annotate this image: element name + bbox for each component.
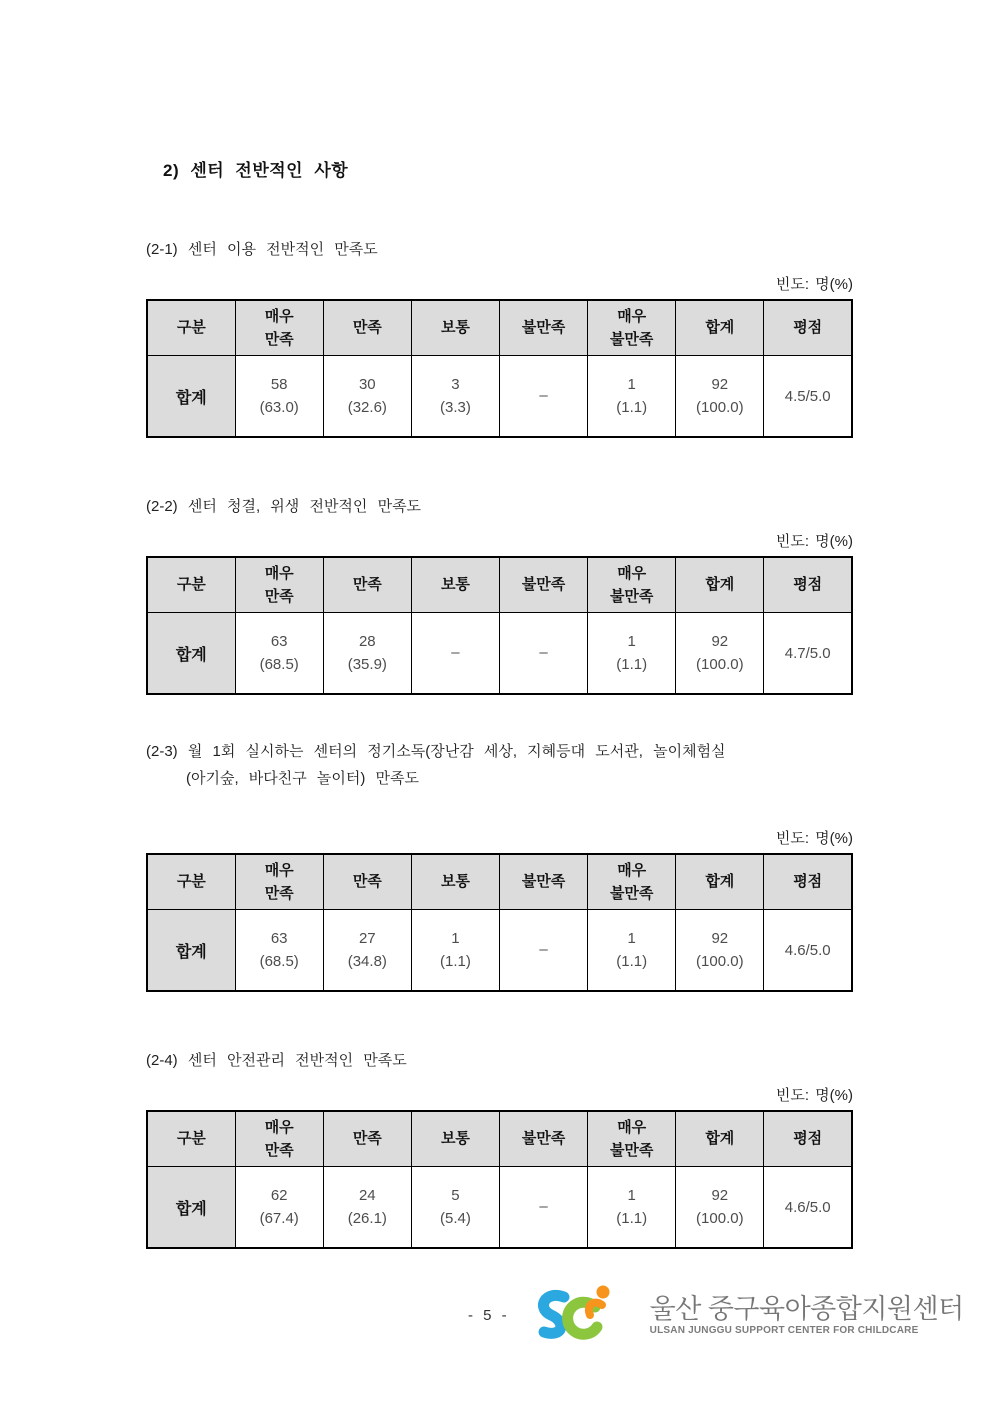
data-cell — [676, 910, 764, 992]
header-line: 매우 — [264, 861, 294, 879]
column-header-gubun — [147, 300, 235, 356]
cell-percent: (100.0) — [696, 953, 744, 970]
column-header-total — [676, 300, 764, 356]
data-cell — [588, 910, 676, 992]
cell-count: – — [451, 644, 460, 662]
section-title: (2-4) 센터 안전관리 전반적인 만족도 — [146, 1052, 407, 1069]
data-cell — [235, 613, 323, 695]
section-title-line2: (아기숲, 바다친구 놀이터) 만족도 — [186, 770, 420, 787]
header-line: 구분 — [176, 873, 206, 891]
column-header-unsatisfied — [500, 557, 588, 613]
cell-percent: (1.1) — [616, 1210, 648, 1227]
data-cell — [235, 356, 323, 438]
column-header-gubun — [147, 854, 235, 910]
header-line: 보통 — [440, 1130, 470, 1148]
column-header-very-satisfied — [235, 854, 323, 910]
column-header-very-unsatisfied — [588, 1111, 676, 1167]
column-header-satisfied — [323, 1111, 411, 1167]
cell-count: 92 — [711, 1186, 729, 1204]
column-header-score — [764, 854, 852, 910]
cell-percent: (1.1) — [440, 953, 471, 970]
cell-count: 5 — [451, 1186, 460, 1204]
table-data-row — [147, 613, 852, 695]
data-cell — [235, 910, 323, 992]
column-header-total — [676, 854, 764, 910]
header-line: 합계 — [705, 873, 735, 891]
header-line: 불만족 — [609, 331, 654, 348]
column-header-neutral — [411, 557, 499, 613]
cell-count: 1 — [627, 375, 636, 393]
center-logo-icon — [528, 1280, 640, 1351]
cell-count: – — [539, 941, 548, 959]
cell-percent: (63.0) — [259, 399, 299, 416]
data-cell — [323, 356, 411, 438]
column-header-satisfied — [323, 854, 411, 910]
column-header-score — [764, 557, 852, 613]
cell-percent: (35.9) — [347, 656, 387, 673]
logo-korean-name: 울산 중구육아종합지원센터 — [649, 1293, 964, 1324]
section-title: (2-1) 센터 이용 전반적인 만족도 — [146, 241, 378, 258]
header-line: 합계 — [705, 1130, 735, 1148]
cell-percent: (67.4) — [259, 1210, 299, 1227]
header-line: 만족 — [352, 1130, 382, 1148]
header-line: 보통 — [440, 319, 470, 337]
header-line: 불만족 — [521, 873, 566, 891]
table-header-row — [147, 854, 852, 910]
section-2-1 — [146, 240, 856, 438]
column-header-very-unsatisfied — [588, 300, 676, 356]
column-header-total — [676, 557, 764, 613]
data-cell — [323, 613, 411, 695]
data-cell — [676, 613, 764, 695]
cell-percent: (1.1) — [616, 953, 648, 970]
header-line: 만족 — [264, 331, 294, 348]
header-line: 구분 — [176, 576, 206, 594]
data-cell — [500, 356, 588, 438]
header-line: 매우 — [264, 564, 294, 582]
freq-label: 빈도: 명(%) — [775, 830, 853, 847]
column-header-neutral — [411, 1111, 499, 1167]
header-line: 만족 — [352, 319, 382, 337]
header-line: 평점 — [793, 873, 823, 891]
data-cell — [235, 1167, 323, 1249]
table-header-row — [147, 300, 852, 356]
column-header-gubun — [147, 1111, 235, 1167]
column-header-score — [764, 300, 852, 356]
column-header-very-unsatisfied — [588, 854, 676, 910]
header-line: 평점 — [793, 319, 823, 337]
cell-count: – — [539, 1198, 548, 1216]
data-cell — [588, 613, 676, 695]
section-2-3 — [146, 742, 856, 992]
data-cell — [500, 910, 588, 992]
header-line: 매우 — [617, 307, 647, 325]
table-data-row — [147, 356, 852, 438]
header-line: 만족 — [264, 588, 294, 605]
cell-percent: (100.0) — [696, 656, 744, 673]
cell-count: 92 — [711, 929, 729, 947]
satisfaction-table-2-4 — [146, 1110, 853, 1249]
header-line: 매우 — [264, 1118, 294, 1136]
section-title: (2-3) 월 1회 실시하는 센터의 정기소독(장난감 세상, 지혜등대 도서관, 놀이체험실 — [146, 743, 726, 760]
column-header-unsatisfied — [500, 854, 588, 910]
cell-count: 62 — [270, 1186, 288, 1204]
data-cell — [676, 1167, 764, 1249]
satisfaction-table-2-2 — [146, 556, 853, 695]
header-line: 합계 — [705, 319, 735, 337]
header-line: 평점 — [793, 576, 823, 594]
column-header-gubun — [147, 557, 235, 613]
cell-count: 28 — [358, 632, 376, 650]
row-label: 합계 — [147, 1167, 235, 1249]
header-line: 불만족 — [609, 588, 654, 605]
cell-count: 92 — [711, 632, 729, 650]
header-line: 불만족 — [609, 885, 654, 902]
cell-percent: (5.4) — [440, 1210, 471, 1227]
table-header-row — [147, 557, 852, 613]
data-cell — [411, 910, 499, 992]
header-line: 합계 — [705, 576, 735, 594]
header-line: 매우 — [617, 861, 647, 879]
table-data-row — [147, 910, 852, 992]
section-title: (2-2) 센터 청결, 위생 전반적인 만족도 — [146, 498, 422, 515]
cell-count: 1 — [627, 929, 636, 947]
header-line: 만족 — [352, 576, 382, 594]
cell-count: 63 — [270, 929, 288, 947]
header-line: 불만족 — [521, 576, 566, 594]
header-line: 보통 — [440, 873, 470, 891]
header-line: 만족 — [264, 1142, 294, 1159]
center-logo-text — [649, 1293, 964, 1336]
cell-count: 27 — [358, 929, 376, 947]
column-header-satisfied — [323, 557, 411, 613]
cell-percent: (1.1) — [616, 399, 648, 416]
logo-english-name: ULSAN JUNGGU SUPPORT CENTER FOR CHILDCARE — [649, 1324, 919, 1336]
header-line: 매우 — [617, 1118, 647, 1136]
header-line: 불만족 — [521, 1130, 566, 1148]
cell-count: 24 — [358, 1186, 376, 1204]
cell-percent: (100.0) — [696, 399, 744, 416]
table-header-row — [147, 1111, 852, 1167]
data-cell — [588, 1167, 676, 1249]
cell-count: 92 — [711, 375, 729, 393]
cell-percent: (1.1) — [616, 656, 648, 673]
cell-count: 1 — [451, 929, 460, 947]
cell-percent: (68.5) — [259, 953, 299, 970]
row-label: 합계 — [147, 356, 235, 438]
column-header-very-unsatisfied — [588, 557, 676, 613]
data-cell — [588, 356, 676, 438]
cell-percent: (26.1) — [347, 1210, 387, 1227]
row-label: 합계 — [147, 910, 235, 992]
column-header-very-satisfied — [235, 557, 323, 613]
page-number: - 5 - — [468, 1307, 510, 1324]
cell-percent: (34.8) — [347, 953, 387, 970]
header-line: 불만족 — [609, 1142, 654, 1159]
column-header-total — [676, 1111, 764, 1167]
freq-label: 빈도: 명(%) — [775, 533, 853, 550]
data-cell — [411, 613, 499, 695]
cell-count: – — [539, 387, 548, 405]
header-line: 만족 — [352, 873, 382, 891]
cell-percent: (68.5) — [259, 656, 299, 673]
column-header-score — [764, 1111, 852, 1167]
page-heading: 2) 센터 전반적인 사항 — [163, 161, 349, 180]
satisfaction-table-2-1 — [146, 299, 853, 438]
data-cell — [323, 1167, 411, 1249]
cell-count: 3 — [451, 375, 460, 393]
data-cell — [500, 1167, 588, 1249]
column-header-neutral — [411, 854, 499, 910]
cell-count: – — [539, 644, 548, 662]
data-cell — [676, 356, 764, 438]
table-data-row — [147, 1167, 852, 1249]
section-2-4 — [146, 1051, 856, 1249]
logo-swirl-icon — [528, 1280, 640, 1346]
score-cell: 4.7/5.0 — [764, 613, 852, 695]
row-label: 합계 — [147, 613, 235, 695]
cell-count: 1 — [627, 632, 636, 650]
cell-percent: (32.6) — [347, 399, 387, 416]
section-2-2 — [146, 497, 856, 695]
column-header-unsatisfied — [500, 300, 588, 356]
header-line: 만족 — [264, 885, 294, 902]
header-line: 평점 — [793, 1130, 823, 1148]
cell-percent: (3.3) — [440, 399, 471, 416]
cell-count: 1 — [627, 1186, 636, 1204]
header-line: 불만족 — [521, 319, 566, 337]
header-line: 매우 — [264, 307, 294, 325]
score-cell: 4.5/5.0 — [764, 356, 852, 438]
column-header-neutral — [411, 300, 499, 356]
cell-count: 30 — [358, 375, 376, 393]
cell-percent: (100.0) — [696, 1210, 744, 1227]
data-cell — [500, 613, 588, 695]
column-header-very-satisfied — [235, 300, 323, 356]
satisfaction-table-2-3 — [146, 853, 853, 992]
cell-count: 63 — [270, 632, 288, 650]
cell-count: 58 — [270, 375, 288, 393]
header-line: 매우 — [617, 564, 647, 582]
data-cell — [411, 1167, 499, 1249]
header-line: 구분 — [176, 319, 206, 337]
column-header-unsatisfied — [500, 1111, 588, 1167]
header-line: 보통 — [440, 576, 470, 594]
freq-label: 빈도: 명(%) — [775, 276, 853, 293]
data-cell — [411, 356, 499, 438]
page-footer — [468, 1280, 964, 1351]
column-header-very-satisfied — [235, 1111, 323, 1167]
score-cell: 4.6/5.0 — [764, 1167, 852, 1249]
freq-label: 빈도: 명(%) — [775, 1087, 853, 1104]
data-cell — [323, 910, 411, 992]
score-cell: 4.6/5.0 — [764, 910, 852, 992]
header-line: 구분 — [176, 1130, 206, 1148]
column-header-satisfied — [323, 300, 411, 356]
